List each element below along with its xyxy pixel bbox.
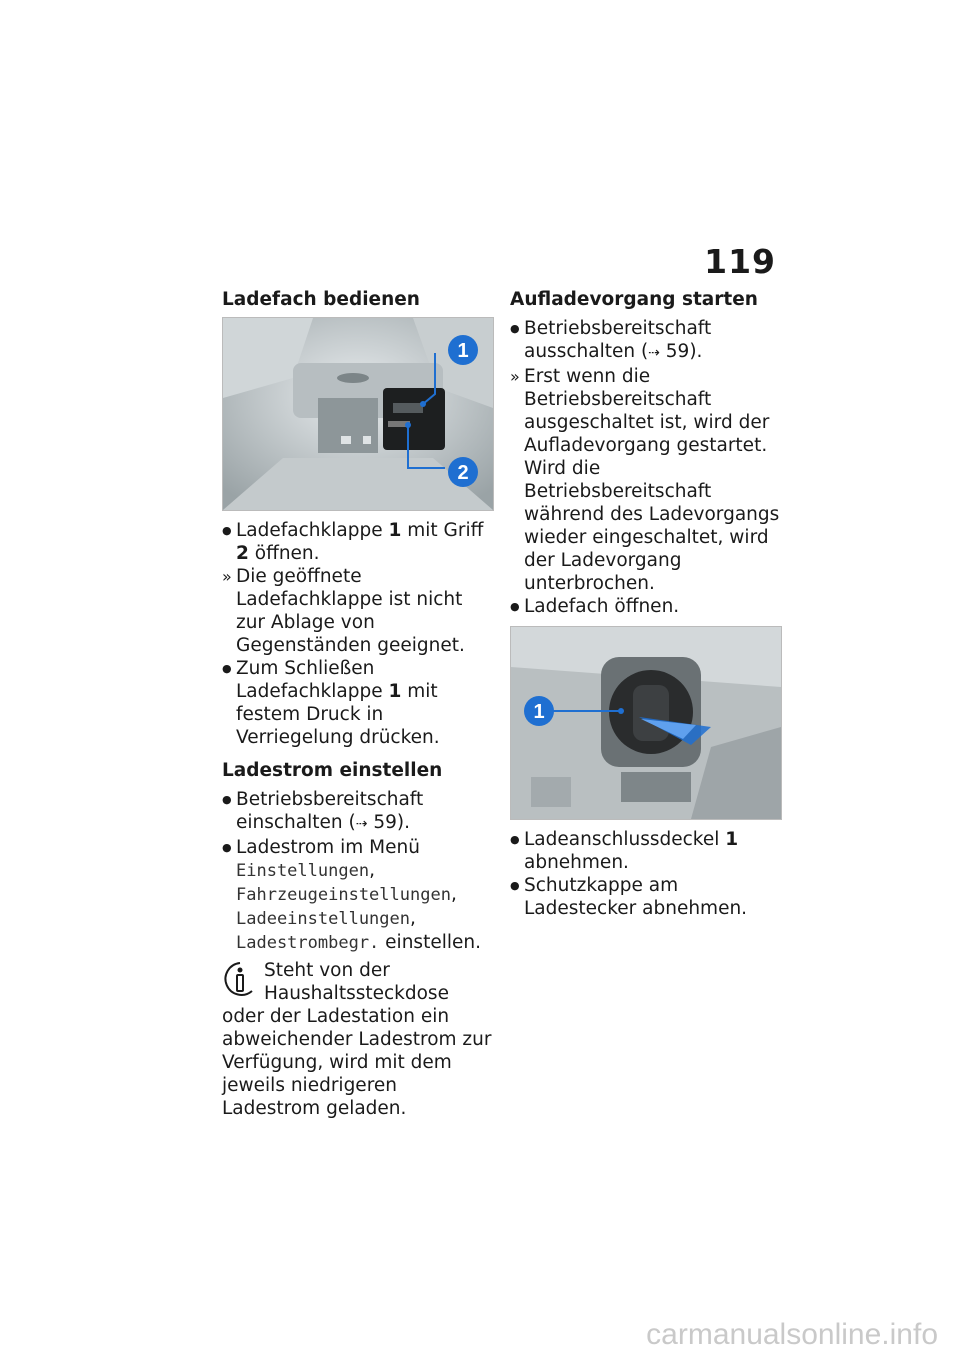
info-note: Steht von der Haushaltssteckdose oder der Ladestation ein abweichender Ladestrom zur Verfügung, wird mit dem jeweils niedrigeren Ladestrom geladen. bbox=[222, 960, 492, 1119]
result-item: » Erst wenn die Betriebsbereitschaft ausgeschaltet ist, wird der Aufladevorgang gestartet. Wird die Betriebsbereitschaft während des Ladevorgangs wieder eingeschaltet, wird der Ladevorgang unterbrochen. bbox=[510, 365, 782, 595]
list-item: ● Ladeanschlussdeckel 1 abnehmen. bbox=[510, 828, 782, 874]
heading-ladefach: Ladefach bedienen bbox=[222, 289, 420, 310]
list-item: ● Ladestrom im Menü Einstellungen, Fahrzeugeinstellungen, Ladeeinstellungen, Ladestrombegr. einstellen. bbox=[222, 836, 494, 955]
list-item: ● Betriebsbereitschaft ausschalten (⇢ 59). bbox=[510, 317, 782, 365]
callout-1: 1 bbox=[457, 340, 469, 362]
list-item: ● Ladefach öffnen. bbox=[510, 595, 782, 618]
page-number: 119 bbox=[704, 242, 776, 281]
list-item: ● Ladefachklappe 1 mit Griff 2 öffnen. bbox=[222, 519, 494, 565]
result-item: » Die geöffnete Ladefachklappe ist nicht zur Ablage von Gegenständen geeignet. bbox=[222, 565, 494, 657]
page-ref-arrow-icon: ⇢ bbox=[648, 345, 660, 361]
callout-2: 2 bbox=[457, 462, 469, 484]
list-item: ● Schutzkappe am Ladestecker abnehmen. bbox=[510, 874, 782, 920]
figure-ladefach bbox=[222, 317, 494, 511]
watermark: carmanualsonline.info bbox=[646, 1318, 938, 1351]
page-ref-arrow-icon: ⇢ bbox=[355, 816, 368, 832]
right-column bbox=[510, 288, 782, 920]
callout-1: 1 bbox=[533, 701, 545, 723]
list-item: ● Betriebsbereitschaft einschalten (⇢ 59). bbox=[222, 788, 494, 836]
heading-ladestrom: Ladestrom einstellen bbox=[222, 760, 443, 781]
list-item: ● Zum Schließen Ladefachklappe 1 mit festem Druck in Verriegelung drücken. bbox=[222, 657, 494, 749]
figure-ladeanschluss bbox=[510, 626, 782, 820]
info-icon bbox=[222, 961, 258, 999]
heading-aufladevorgang: Aufladevorgang starten bbox=[510, 289, 758, 310]
left-column bbox=[222, 288, 494, 1120]
